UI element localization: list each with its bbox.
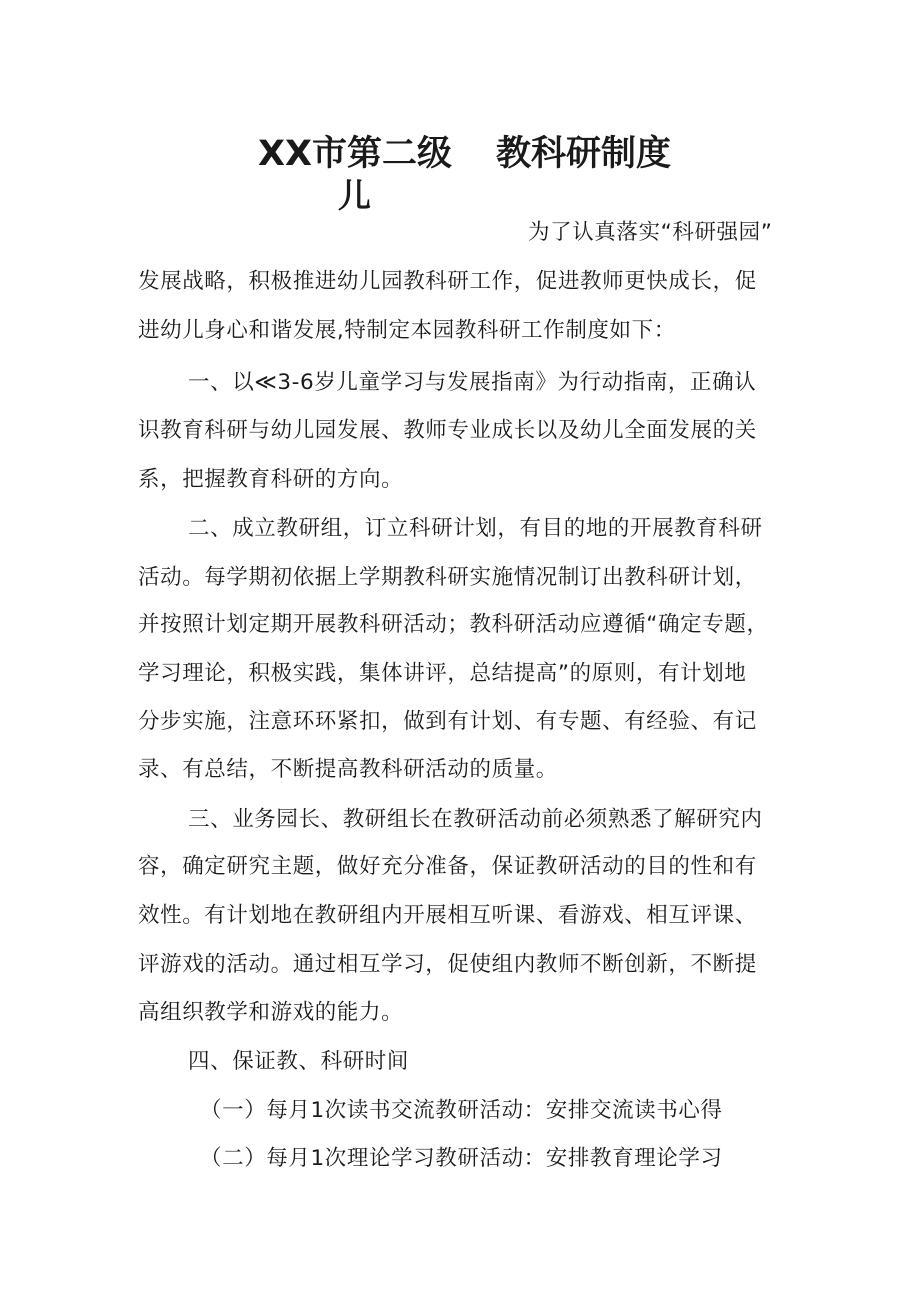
title-fragment: 儿 (338, 176, 371, 215)
section-3-line: 高组织教学和游戏的能力。 (138, 1000, 404, 1025)
title-part-1: XX市第二级 (258, 134, 452, 174)
section-1-line: 一、以≪3-6岁儿童学习与发展指南》为行动指南，正确认 (188, 370, 757, 395)
section-4-heading: 四、保证教、科研时间 (188, 1049, 410, 1074)
section-3-line: 效性。有计划地在教研组内开展相互听课、看游戏、相互评课、 (138, 903, 757, 928)
paragraph-intro-line: 为了认真落实“科研强园” (528, 220, 773, 245)
section-3-line: 容，确定研究主题，做好充分准备，保证教研活动的目的性和有 (138, 854, 757, 879)
section-3-line: 三、业务园长、教研组长在教研活动前必须熟悉了解研究内 (188, 807, 763, 832)
title-part-2: 教科研制度 (495, 134, 671, 174)
section-2-line: 学习理论，积极实践，集体讲评，总结提高”的原则，有计划地 (138, 661, 747, 686)
section-2-line: 活动。每学期初依据上学期教科研实施情况制订出教科研计划， (138, 565, 757, 590)
paragraph-intro-line: 发展战略，积极推进幼儿园教科研工作，促进教师更快成长，促 (138, 269, 757, 294)
document-title (258, 132, 671, 176)
section-2-line: 二、成立教研组，订立科研计划，有目的地的开展教育科研 (188, 516, 763, 541)
section-2-line: 录、有总结，不断提高教科研活动的质量。 (138, 757, 558, 782)
paragraph-intro-line: 进幼儿身心和谐发展,特制定本园教科研工作制度如下： (138, 318, 676, 343)
section-2-line: 并按照计划定期开展教科研活动；教科研活动应遵循“确定专题， (138, 612, 769, 637)
section-4-item: （二）每月1次理论学习教研活动：安排教育理论学习 (200, 1146, 723, 1171)
section-4-item: （一）每月1次读书交流教研活动：安排交流读书心得 (200, 1098, 723, 1123)
section-3-line: 评游戏的活动。通过相互学习，促使组内教师不断创新，不断提 (138, 952, 757, 977)
section-1-line: 系，把握教育科研的方向。 (138, 467, 404, 492)
section-2-line: 分步实施，注意环环紧扣，做到有计划、有专题、有经验、有记 (138, 709, 757, 734)
section-1-line: 识教育科研与幼儿园发展、教师专业成长以及幼儿全面发展的关 (138, 418, 757, 443)
